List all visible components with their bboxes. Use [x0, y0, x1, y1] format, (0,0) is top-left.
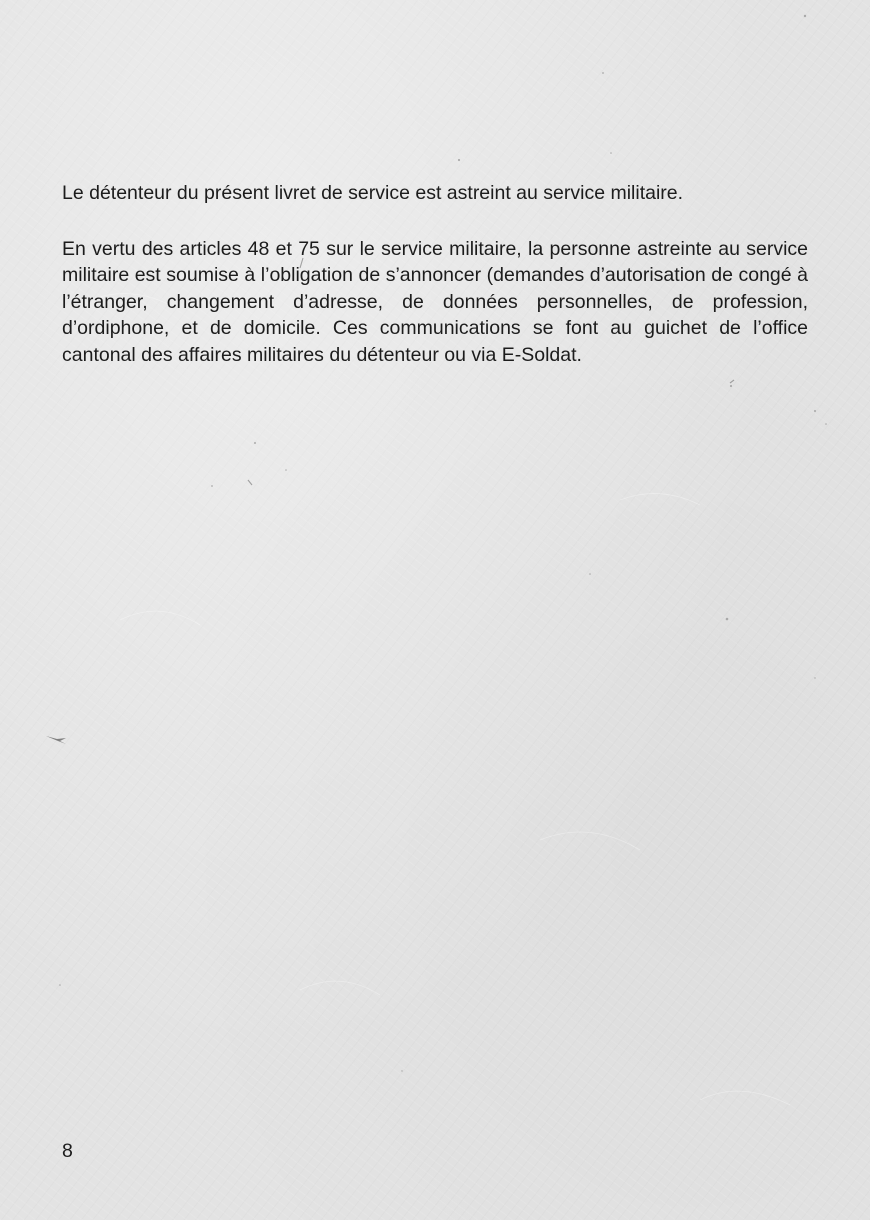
- page-number: 8: [62, 1140, 73, 1162]
- body-text: [62, 180, 808, 368]
- paragraph-announcement-duty: En vertu des articles 48 et 75 sur le service militaire, la personne astreinte au service militaire est soumise à l’obligation de s’annoncer (demandes d’autorisation de congé à l’étranger, changement d’adresse, de données personnelles, de profession, d’ordiphone, et de domicile. Ces communications se font au guichet de l’office cantonal des affaires militaires du détenteur ou via E-Soldat.: [62, 237, 808, 366]
- paragraph-obligation: Le détenteur du présent livret de service est astreint au service militaire.: [62, 182, 684, 204]
